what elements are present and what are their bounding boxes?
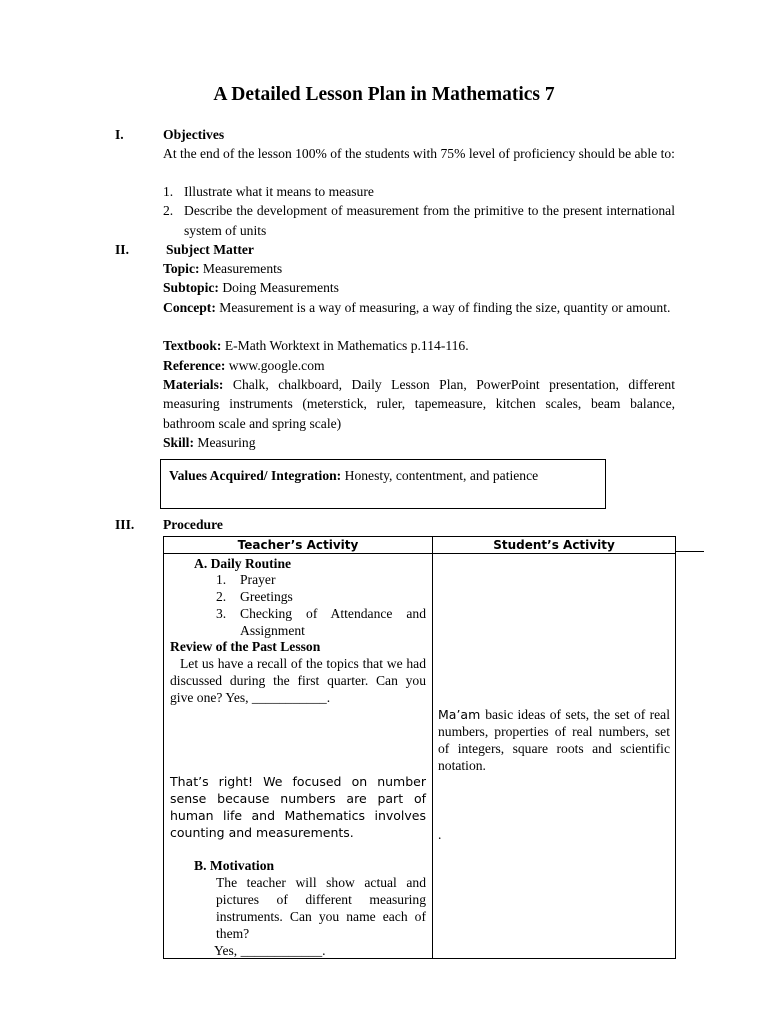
- section-numeral-subject-matter: II.: [115, 242, 129, 257]
- topic-field: Topic: Measurements: [163, 261, 283, 276]
- teacher-activity-header: Teacher’s Activity: [164, 537, 433, 554]
- document-title: A Detailed Lesson Plan in Mathematics 7: [213, 84, 555, 105]
- section-numeral-objectives: I.: [115, 127, 124, 142]
- student-activity-header: Student’s Activity: [433, 537, 676, 554]
- motivation-text: The teacher will show actual and pictures of different measuring instruments. Can you name each of them?: [216, 875, 426, 941]
- values-box: [160, 459, 606, 509]
- student-answer-text: Ma’am basic ideas of sets, the set of real numbers, properties of real numbers, set of integers, square roots and scientific notation.: [438, 707, 670, 773]
- skill-field: Skill: Measuring: [163, 435, 256, 450]
- subtopic-field: Subtopic: Doing Measurements: [163, 280, 339, 295]
- routine-list: [216, 571, 426, 639]
- values-label: Values Acquired/ Integration:: [169, 468, 342, 483]
- student-activity-cell: [433, 554, 676, 959]
- materials-field: Materials: Chalk, chalkboard, Daily Lesson Plan, PowerPoint presentation, different measuring instruments (meterstick, ruler, tapemeasure, kitchen scales, beam balance, bathroom scale and spring scale): [163, 377, 675, 431]
- review-heading: Review of the Past Lesson: [170, 639, 321, 654]
- thats-right-text: That’s right! We focused on number sense because numbers are part of human life and Mathematics involves counting and measurements.: [170, 774, 426, 840]
- reference-field: Reference: www.google.com: [163, 358, 325, 373]
- section-numeral-procedure: III.: [115, 517, 135, 532]
- procedure-table: [163, 536, 676, 959]
- objectives-intro: At the end of the lesson 100% of the students with 75% level of proficiency should be able to:: [163, 146, 675, 161]
- student-dot: .: [438, 827, 442, 842]
- teacher-activity-cell: [164, 554, 433, 959]
- routine-item: 1. Prayer: [216, 572, 276, 587]
- routine-item: 2. Greetings: [216, 589, 293, 604]
- values-text: Honesty, contentment, and patience: [344, 468, 539, 483]
- textbook-field: Textbook: E-Math Worktext in Mathematics p.114-116.: [163, 338, 469, 353]
- table-header-rule-extension: [676, 551, 704, 552]
- motivation-heading: B. Motivation: [194, 858, 275, 873]
- routine-item: 3. Checking of Attendance and Assignment: [216, 606, 426, 638]
- procedure-heading: Procedure: [163, 517, 223, 532]
- objective-item: 2. Describe the development of measurement from the primitive to the present international system of units: [163, 203, 675, 238]
- concept-field: Concept: Measurement is a way of measuring, a way of finding the size, quantity or amount.: [163, 300, 671, 315]
- objectives-heading: Objectives: [163, 127, 225, 142]
- review-text: Let us have a recall of the topics that we had discussed during the first quarter. Can you give one? Yes, ___________.: [170, 656, 426, 705]
- daily-routine-heading: A. Daily Routine: [194, 556, 292, 571]
- objectives-list: [163, 182, 675, 240]
- subject-matter-heading: Subject Matter: [166, 242, 254, 257]
- objective-item: 1. Illustrate what it means to measure: [163, 184, 374, 199]
- motivation-yes-blank: Yes, ____________.: [214, 943, 326, 958]
